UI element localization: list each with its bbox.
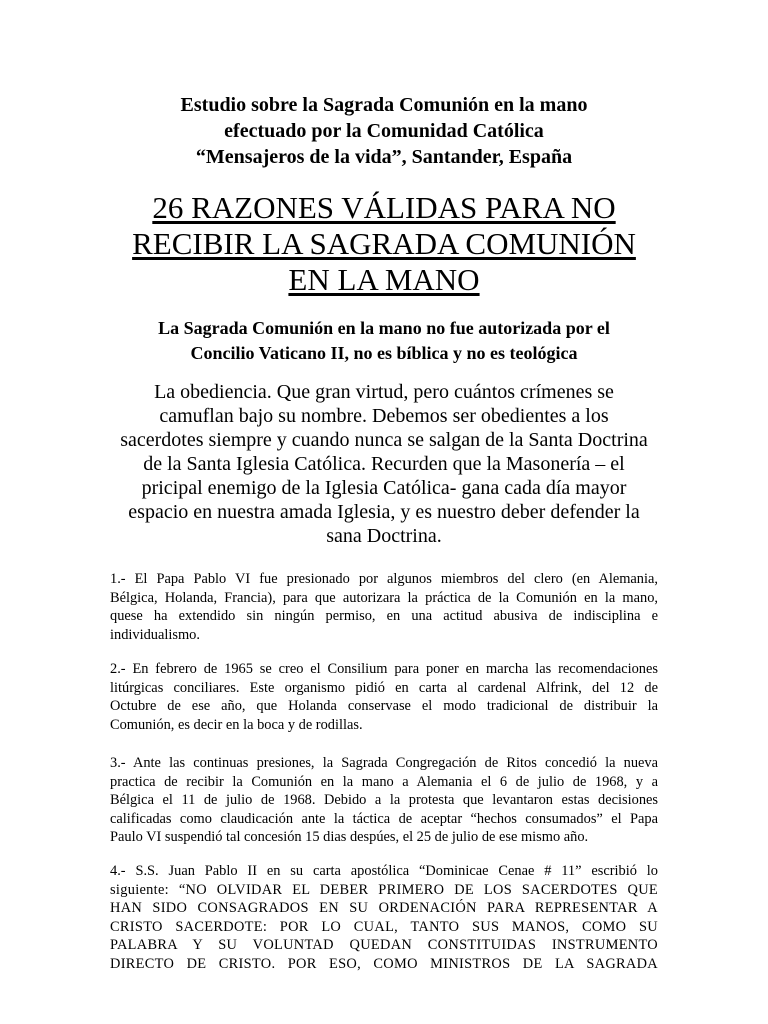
paragraph-line: Paulo VI suspendió tal concesión 15 dias despúes, el 25 de julio de ese mismo año. — [110, 829, 589, 845]
point-2-paragraph — [110, 660, 658, 734]
subtitle-line-2: Concilio Vaticano II, no es bíblica y no es teológica — [190, 343, 578, 363]
title-line-3: EN LA MANO — [288, 262, 480, 297]
paragraph-line: siguiente: “NO OLVIDAR EL DEBER PRIMERO DE LOS SACERDOTES QUE — [110, 881, 658, 898]
paragraph-line: 1.- El Papa Pablo VI fue presionado por algunos miembros del clero (en Alemania, — [110, 571, 658, 587]
point-4-paragraph — [110, 862, 658, 973]
intro-line: pricipal enemigo de la Iglesia Católica- gana cada día mayor — [141, 477, 627, 499]
intro-line: sana Doctrina. — [326, 525, 442, 547]
paragraph-line: practica de recibir la Comunión en la mano a Alemania el 6 de julio de 1968, y a — [110, 773, 658, 790]
paragraph-line: individualismo. — [110, 626, 200, 643]
subtitle — [60, 316, 708, 366]
header-line-1: Estudio sobre la Sagrada Comunión en la mano — [180, 94, 588, 116]
paragraph-line: Bélgica el 11 de julio de 1968. Debido a la protesta que levantaron estas decisiones — [110, 792, 658, 808]
header-line-2: efectuado por la Comunidad Católica — [224, 120, 544, 142]
title-line-2: RECIBIR LA SAGRADA COMUNIÓN — [132, 226, 636, 261]
paragraph-line: Octubre de ese año, que Holanda conservase el modo tradicional de distribuir la — [110, 698, 658, 714]
intro-line: de la Santa Iglesia Católica. Recurden que la Masonería – el — [143, 453, 625, 475]
intro-line: sacerdotes siempre y cuando nunca se salgan de la Santa Doctrina — [120, 429, 648, 451]
subtitle-line-1: La Sagrada Comunión en la mano no fue autorizada por el — [158, 318, 610, 338]
intro-paragraph — [60, 380, 708, 548]
paragraph-line: litúrgicas conciliares. Este organismo pidió en carta al cardenal Alfrink, del 12 de — [110, 679, 658, 696]
header-line-3: “Mensajeros de la vida”, Santander, España — [195, 146, 573, 168]
paragraph-line: PALABRA Y SU VOLUNTAD QUEDAN CONSTITUIDAS INSTRUMENTO — [110, 937, 658, 953]
paragraph-line: 4.- S.S. Juan Pablo II en su carta apostólica “Dominicae Cenae # 11” escribió lo — [110, 863, 658, 879]
title-line-1: 26 RAZONES VÁLIDAS PARA NO — [152, 190, 616, 225]
point-1-paragraph — [110, 570, 658, 644]
paragraph-line: quese ha extendido sin ningún permiso, en una actitud abusiva de indisciplina e — [110, 608, 658, 624]
paragraph-line: Comunión, es decir en la boca y de rodillas. — [110, 716, 363, 733]
study-header — [60, 92, 708, 170]
paragraph-line: 3.- Ante las continuas presiones, la Sagrada Congregación de Ritos concedió la nueva — [110, 755, 658, 771]
paragraph-line: 2.- En febrero de 1965 se creo el Consilium para poner en marcha las recomendaciones — [110, 661, 658, 677]
paragraph-line: HAN SIDO CONSAGRADOS EN SU ORDENACIÓN PARA REPRESENTAR A — [110, 900, 658, 916]
point-3-paragraph — [110, 754, 658, 847]
paragraph-line: Bélgica, Holanda, Francia), para que autorizara la práctica de la Comunión en la mano, — [110, 589, 658, 606]
main-title — [60, 190, 708, 298]
intro-line: espacio en nuestra amada Iglesia, y es nuestro deber defender la — [128, 501, 640, 523]
paragraph-line: CRISTO SACERDOTE: POR LO CUAL, TANTO SUS MANOS, COMO SU — [110, 918, 658, 935]
paragraph-line: calificadas como claudicación ante la táctica de aceptar “hechos consumados” el Papa — [110, 810, 658, 827]
intro-line: La obediencia. Que gran virtud, pero cuántos crímenes se — [154, 381, 614, 403]
intro-line: camuflan bajo su nombre. Debemos ser obedientes a los — [159, 405, 609, 427]
paragraph-line: DIRECTO DE CRISTO. POR ESO, COMO MINISTROS DE LA SAGRADA — [110, 955, 658, 972]
